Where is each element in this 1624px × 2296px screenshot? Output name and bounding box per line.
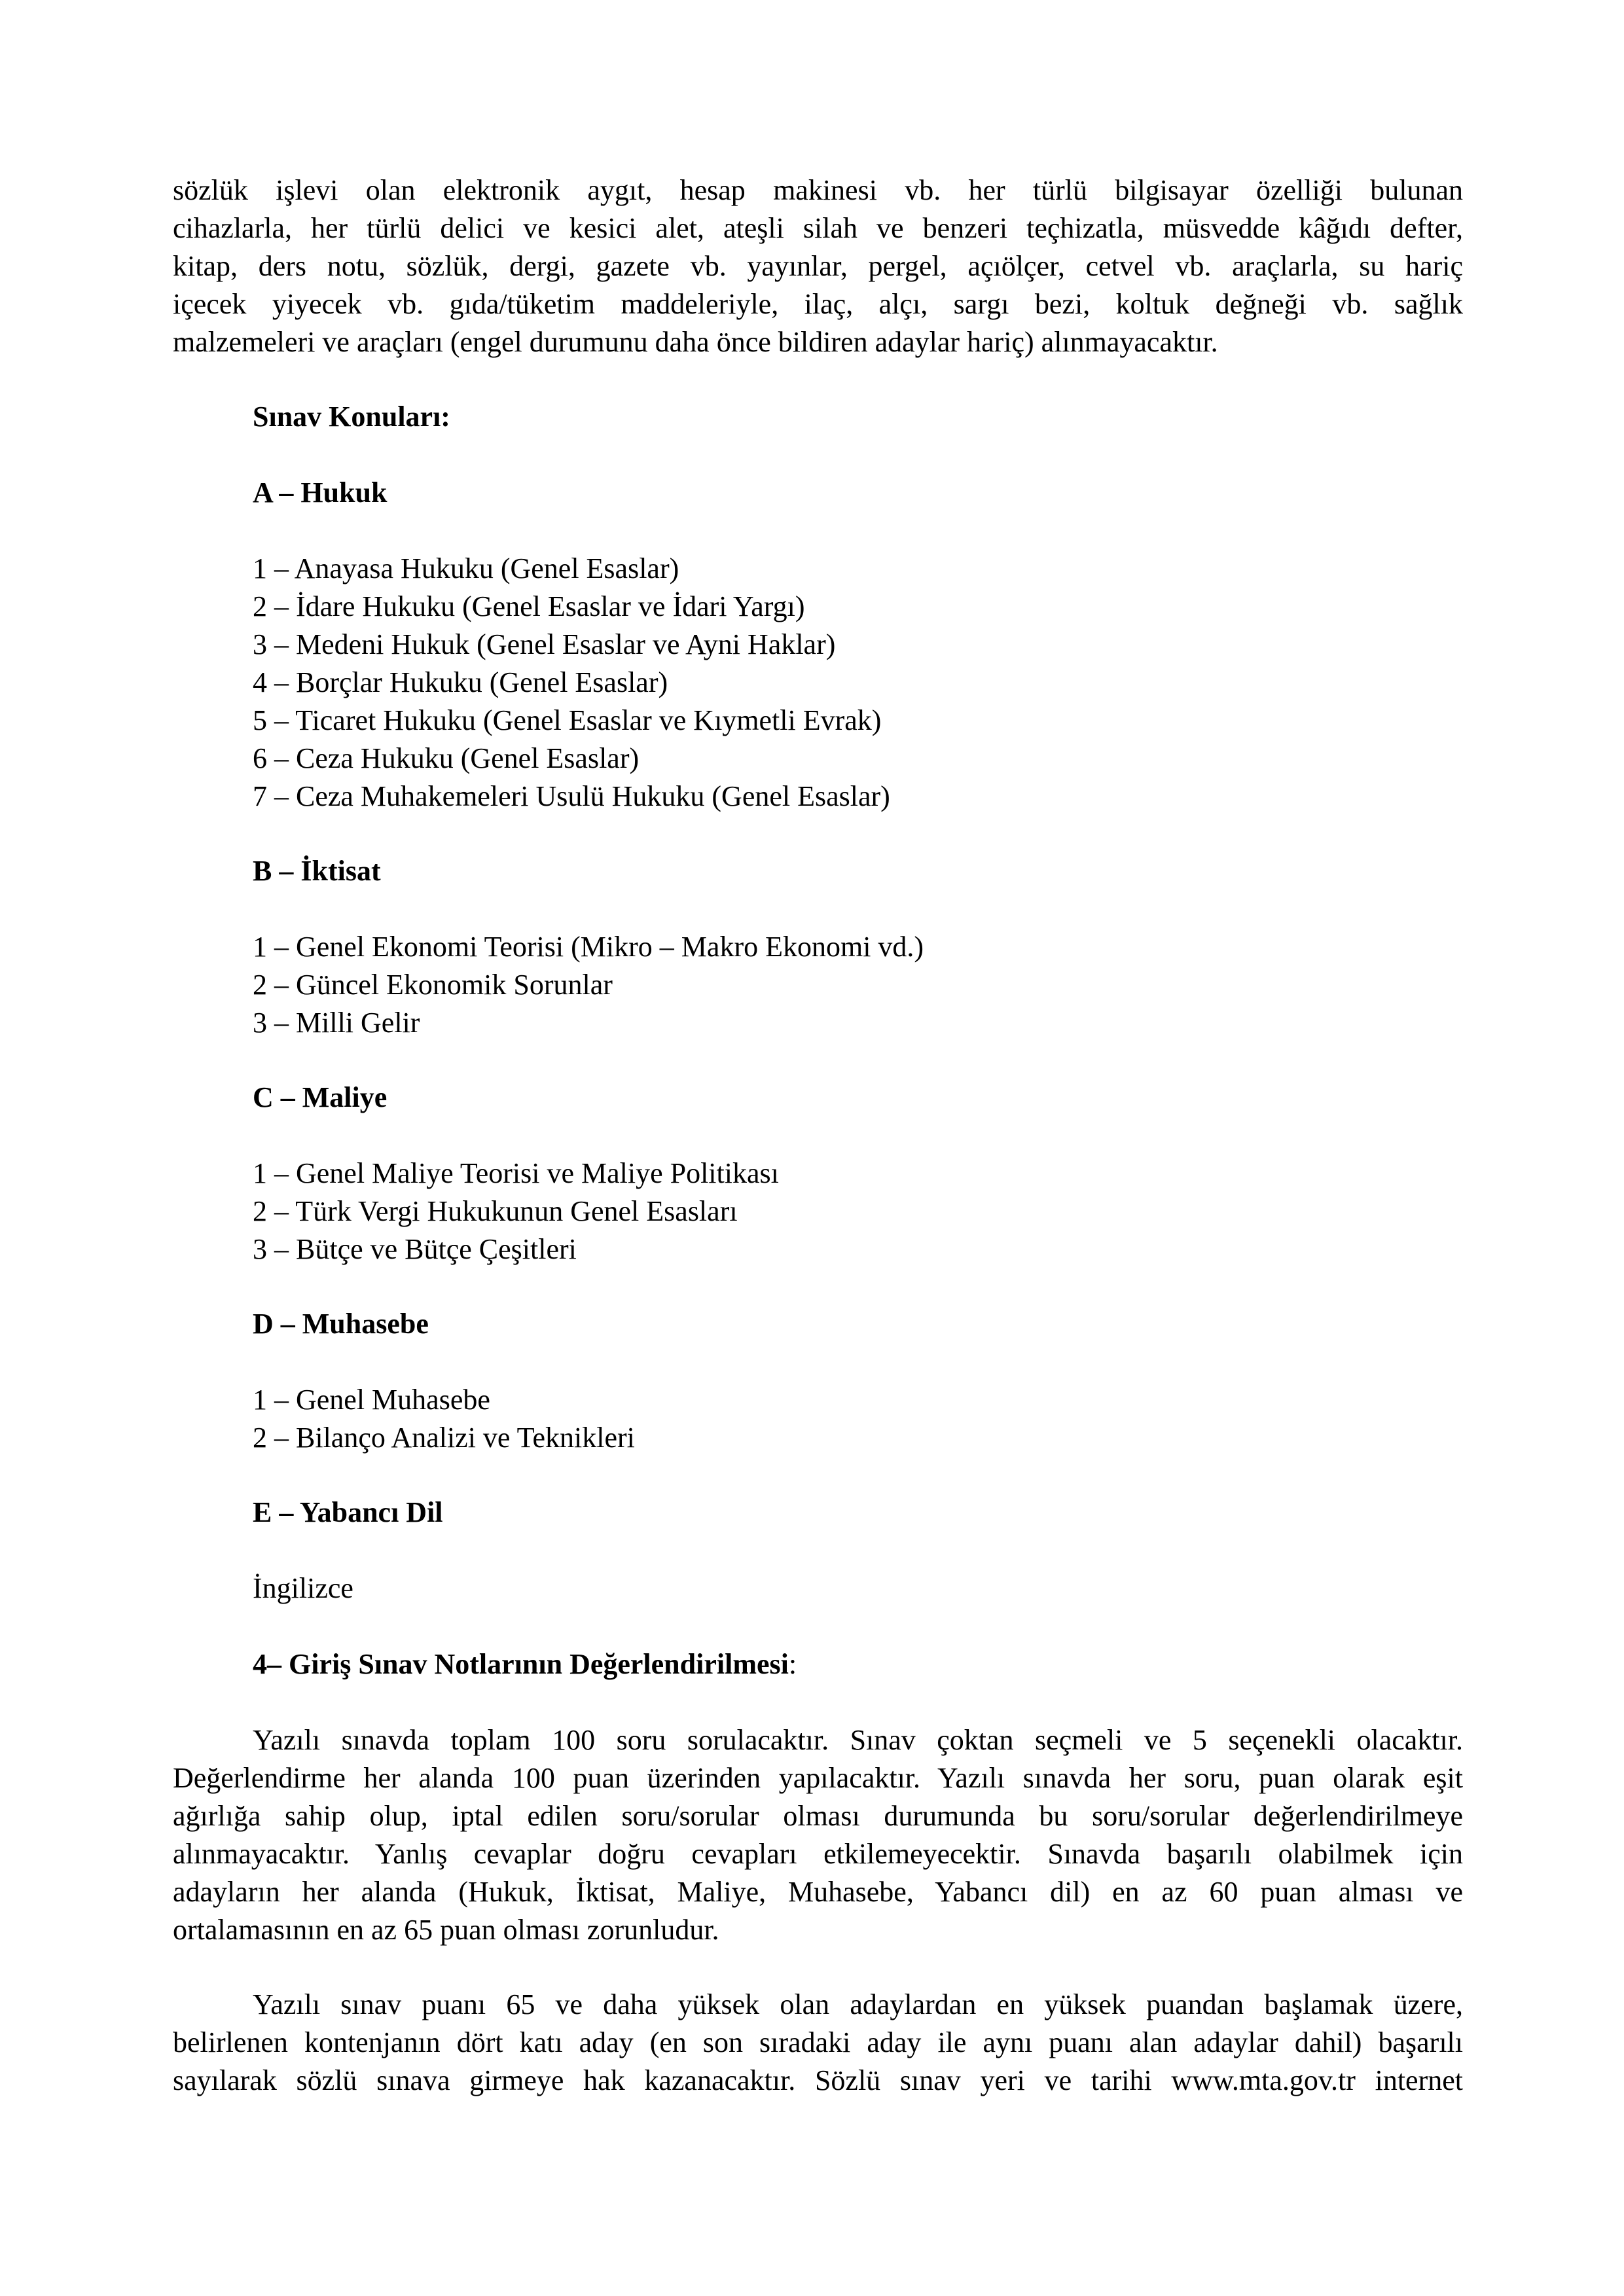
evaluation-heading [253,1645,797,1683]
list-item: 1 – Genel Maliye Teorisi ve Maliye Politikası [253,1157,779,1189]
list-item: 4 – Borçlar Hukuku (Genel Esaslar) [253,666,668,698]
list-item: 3 – Medeni Hukuk (Genel Esaslar ve Ayni Haklar) [253,628,836,660]
list-item: 2 – Bilanço Analizi ve Teknikleri [253,1422,635,1454]
list-item: 1 – Genel Muhasebe [253,1384,490,1416]
list-item: 1 – Anayasa Hukuku (Genel Esaslar) [253,552,679,584]
hukuk-topic-list [253,550,890,816]
maliye-topic-list [253,1155,779,1268]
evaluation-heading-colon: : [788,1648,797,1680]
muhasebe-topic-list [253,1381,635,1457]
iktisat-topic-list [253,928,924,1042]
text-line: sayılarak sözlü sınava girmeye hak kazanacaktır. Sözlü sınav yeri ve tarihi www.mta.gov.tr internet [173,2064,1463,2096]
list-item: 2 – Güncel Ekonomik Sorunlar [253,969,613,1001]
text-line: cihazlarla, her türlü delici ve kesici alet, ateşli silah ve benzeri teçhizatla, müsvedde kâğıdı defter, [173,212,1463,244]
section-heading-muhasebe: D – Muhasebe [253,1308,429,1340]
list-item: 2 – Türk Vergi Hukukunun Genel Esasları [253,1195,738,1227]
evaluation-paragraph-1 [173,1721,1463,1949]
intro-paragraph [173,171,1463,361]
list-item: 1 – Genel Ekonomi Teorisi (Mikro – Makro Ekonomi vd.) [253,931,924,963]
text-line: Yazılı sınav puanı 65 ve daha yüksek olan adaylardan en yüksek puandan başlamak üzere, [253,1988,1463,2020]
list-item: 6 – Ceza Hukuku (Genel Esaslar) [253,742,640,774]
text-line: malzemeleri ve araçları (engel durumunu daha önce bildiren adaylar hariç) alınmayacaktır. [173,326,1218,358]
exam-topics-title: Sınav Konuları: [253,401,450,433]
evaluation-heading-text: 4– Giriş Sınav Notlarının Değerlendirilmesi [253,1648,789,1680]
list-item: 5 – Ticaret Hukuku (Genel Esaslar ve Kıymetli Evrak) [253,704,882,736]
list-item: 2 – İdare Hukuku (Genel Esaslar ve İdari Yargı) [253,590,805,622]
text-line: sözlük işlevi olan elektronik aygıt, hesap makinesi vb. her türlü bilgisayar özelliği bulunan [173,174,1463,206]
text-line: alınmayacaktır. Yanlış cevaplar doğru cevapları etkilemeyecektir. Sınavda başarılı olabilmek için [173,1838,1463,1870]
text-line: Değerlendirme her alanda 100 puan üzerinden yapılacaktır. Yazılı sınavda her soru, puan olarak eşit [173,1762,1463,1794]
section-heading-hukuk: A – Hukuk [253,476,388,509]
text-line: ağırlığa sahip olup, iptal edilen soru/sorular olması durumunda bu soru/sorular değerlendirilmeye [173,1800,1463,1832]
section-heading-iktisat: B – İktisat [253,855,381,887]
text-line: belirlenen kontenjanın dört katı aday (en son sıradaki aday ile aynı puanı alan adaylar dahil) başarılı [173,2026,1463,2058]
text-line: içecek yiyecek vb. gıda/tüketim maddeleriyle, ilaç, alçı, sargı bezi, koltuk değneği vb. sağlık [173,288,1463,320]
text-line: kitap, ders notu, sözlük, dergi, gazete vb. yayınlar, pergel, açıölçer, cetvel vb. araçlarla, su hariç [173,250,1463,282]
text-line: adayların her alanda (Hukuk, İktisat, Maliye, Muhasebe, Yabancı dil) en az 60 puan alması ve [173,1876,1463,1908]
text-line: ortalamasının en az 65 puan olması zorunludur. [173,1914,719,1946]
language-item: İngilizce [253,1572,353,1604]
text-line: Yazılı sınavda toplam 100 soru sorulacaktır. Sınav çoktan seçmeli ve 5 seçenekli olacaktır. [253,1724,1463,1756]
list-item: 3 – Milli Gelir [253,1007,420,1039]
evaluation-paragraph-2 [173,1986,1463,2100]
section-heading-maliye: C – Maliye [253,1081,388,1113]
list-item: 3 – Bütçe ve Bütçe Çeşitleri [253,1233,577,1265]
section-heading-yabanci-dil: E – Yabancı Dil [253,1496,443,1528]
list-item: 7 – Ceza Muhakemeleri Usulü Hukuku (Genel Esaslar) [253,780,890,812]
